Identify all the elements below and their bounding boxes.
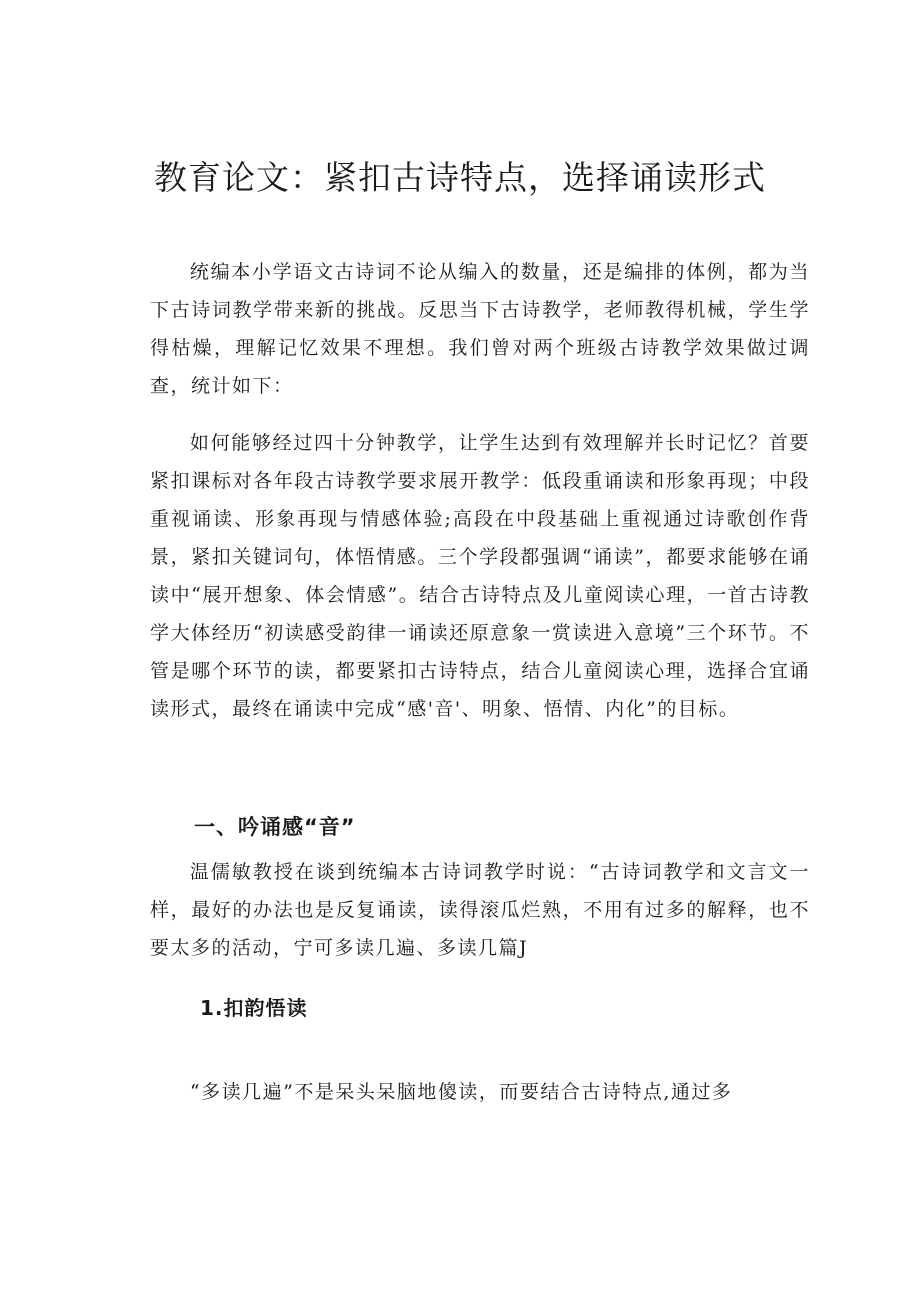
subsection-paragraph: “多读几遍”不是呆头呆脑地傻读，而要结合古诗特点,通过多 [189,1081,733,1103]
intro-paragraph: 统编本小学语文古诗词不论从编入的数量，还是编排的体例，都为当下古诗词教学带来新的挑战。反思当下古诗教学，老师教得机械，学生学得枯燥，理解记忆效果不理想。我们曾对两个班级古诗教学效果做过调查，统计如下： [150,261,810,397]
section-paragraph: 温儒敏教授在谈到统编本古诗词教学时说：“古诗词教学和文言文一样，最好的办法也是反复诵读，读得滚瓜烂熟，不用有过多的解释，也不要太多的活动，宁可多读几遍、多读几篇J [150,861,810,959]
section-heading: 一、吟诵感“音” [194,815,356,839]
subsection-heading: 1.扣韵悟读 [200,996,308,1020]
document-title: 教育论文：紧扣古诗特点，选择诵读形式 [154,158,766,197]
method-paragraph: 如何能够经过四十分钟教学，让学生达到有效理解并长时记忆？首要紧扣课标对各年段古诗教学要求展开教学：低段重诵读和形象再现；中段重视诵读、形象再现与情感体验;高段在中段基础上重视通过诗歌创作背景，紧扣关键词句，体悟情感。三个学段都强调“诵读”，都要求能够在诵读中“展开想象、体会情感”。结合古诗特点及儿童阅读心理，一首古诗教学大体经历“初读感受韵律一诵读还原意象一赏读进入意境”三个环节。不管是哪个环节的读，都要紧扣古诗特点，结合儿童阅读心理，选择合宜诵读形式，最终在诵读中完成“感'音'、明象、悟情、内化”的目标。 [150,432,810,720]
